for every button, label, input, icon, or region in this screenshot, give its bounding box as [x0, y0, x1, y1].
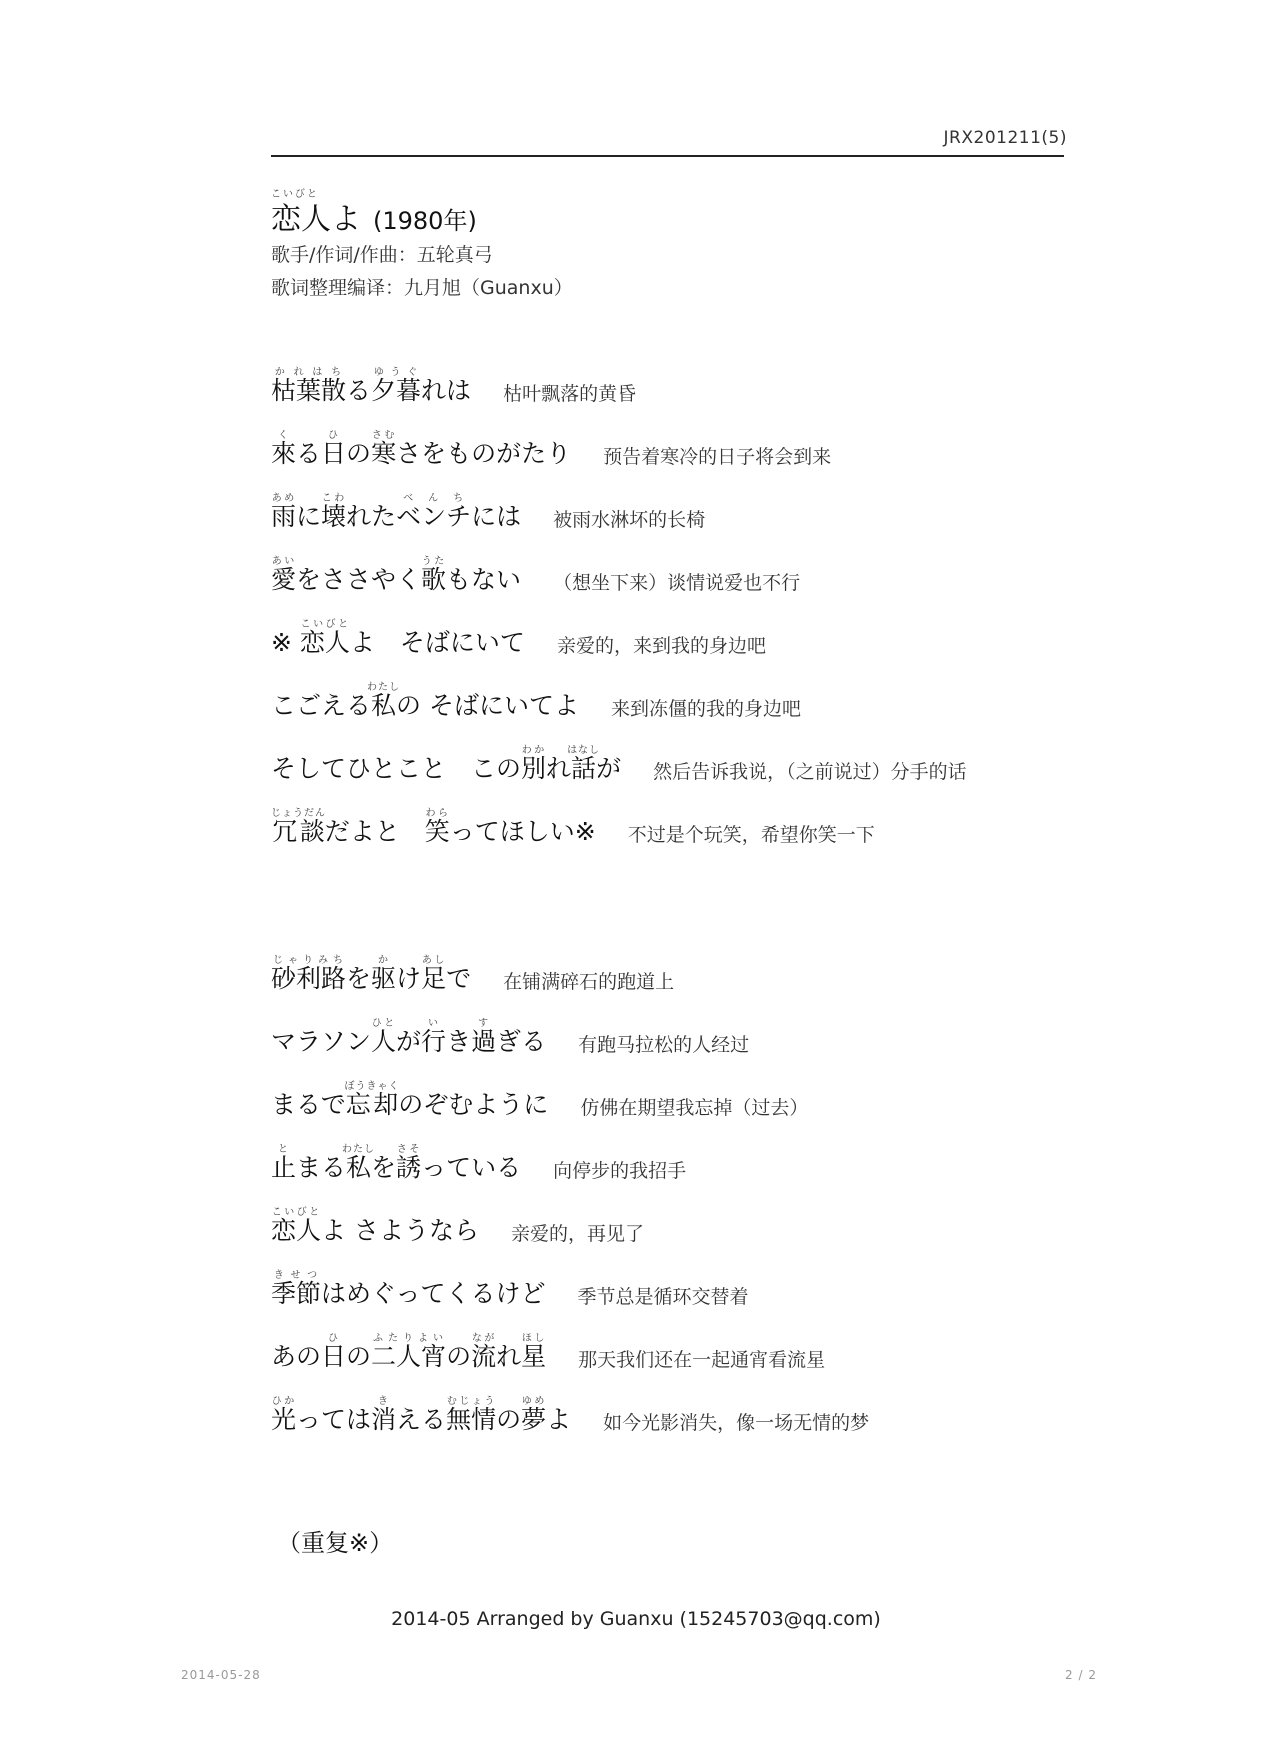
lyric-japanese: ※ 恋人こいびとよ そばにいて: [271, 619, 525, 657]
lyric-line: [271, 1000, 1071, 1063]
lyric-japanese: あの日ひの二人宵ふたりよいの流ながれ星ほし: [271, 1333, 547, 1371]
lyric-chinese: 仿佛在期望我忘掉（过去）: [580, 1097, 809, 1119]
lyric-japanese: まるで忘却ぼうきゃくのぞむように: [271, 1081, 549, 1119]
lyric-chinese: 季节总是循环交替着: [577, 1286, 749, 1308]
lyric-japanese: こごえる私わたしの そばにいてよ: [271, 682, 579, 720]
lyric-chinese: 在铺满碎石的跑道上: [503, 971, 675, 993]
lyric-chinese: 亲爱的，再见了: [510, 1223, 644, 1245]
lyric-japanese: 來くる日ひの寒さむさをものがたり: [271, 430, 572, 468]
lyric-line: [271, 1063, 1071, 1126]
lyric-japanese: 愛あいをささやく歌うたもない: [271, 556, 522, 594]
lyric-line: [271, 937, 1071, 1000]
lyric-japanese: 恋人こいびとよ さようなら: [271, 1207, 479, 1245]
lyric-japanese: 光ひかっては消きえる無情むじょうの夢ゆめよ: [271, 1396, 572, 1434]
page-number: 2 / 2: [1065, 1668, 1097, 1682]
song-title-line: [271, 202, 1071, 239]
arranger-credit: 歌词整理编译：九月旭（Guanxu）: [271, 277, 573, 299]
lyric-japanese: 雨あめに壊こわれたベンチべんちには: [271, 493, 522, 531]
footer-date: 2014-05-28: [181, 1668, 261, 1682]
lyric-chinese: 然后告诉我说，（之前说过）分手的话: [653, 761, 967, 783]
stanza-2: [271, 937, 1071, 1441]
lyric-chinese: 向停步的我招手: [553, 1160, 687, 1182]
lyric-line: [271, 664, 1071, 727]
artist-credit: 歌手/作词/作曲：五轮真弓: [271, 244, 493, 266]
lyric-chinese: 被雨水淋坏的长椅: [553, 509, 706, 531]
song-year: (1980年): [373, 207, 477, 235]
lyric-line: [271, 1252, 1071, 1315]
lyric-chinese: 亲爱的，来到我的身边吧: [556, 635, 766, 657]
lyric-line: [271, 727, 1071, 790]
lyric-chinese: （想坐下来）谈情说爱也不行: [553, 572, 801, 594]
lyric-chinese: 来到冻僵的我的身边吧: [611, 698, 802, 720]
header-divider: [271, 155, 1064, 157]
song-title-block: [271, 188, 1071, 305]
lyric-japanese: 止とまる私わたしを誘さそっている: [271, 1144, 522, 1182]
lyric-line: [271, 349, 1071, 412]
lyric-japanese: 冗談じょうだんだよと 笑わらってほしい※: [271, 808, 596, 846]
lyric-japanese: 枯葉散かれはちる夕暮ゆうぐれは: [271, 367, 472, 405]
lyric-japanese: 砂利路じゃりみちを驱かけ足あしで: [271, 955, 472, 993]
lyric-line: [271, 601, 1071, 664]
lyric-japanese: マラソン人ひとが行いき過すぎる: [271, 1018, 547, 1056]
lyric-chinese: 如今光影消失，像一场无情的梦: [603, 1412, 870, 1434]
lyric-chinese: 有跑马拉松的人经过: [578, 1034, 750, 1056]
lyric-japanese: そしてひとこと この別わかれ話はなしが: [271, 745, 622, 783]
lyric-chinese: 那天我们还在一起通宵看流星: [578, 1349, 826, 1371]
footer-credit: 2014-05 Arranged by Guanxu (15245703@qq.com): [391, 1608, 881, 1630]
song-title: 恋人よ: [271, 202, 361, 237]
lyric-line: [271, 412, 1071, 475]
document-code: JRX201211(5): [943, 128, 1067, 148]
lyric-chinese: 预告着寒冷的日子将会到来: [603, 446, 832, 468]
stanza-1: [271, 349, 1071, 853]
lyric-line: [271, 538, 1071, 601]
lyric-chinese: 枯叶飘落的黄昏: [503, 383, 637, 405]
lyric-line: [271, 1378, 1071, 1441]
lyric-line: [271, 475, 1071, 538]
lyric-line: [271, 1126, 1071, 1189]
lyric-japanese: 季節きせつはめぐってくるけど: [271, 1270, 546, 1308]
repeat-chorus-note: （重复※）: [277, 1529, 394, 1557]
lyric-line: [271, 790, 1071, 853]
lyric-chinese: 不过是个玩笑，希望你笑一下: [627, 824, 875, 846]
title-furigana: こいびと: [271, 189, 319, 200]
lyric-line: [271, 1189, 1071, 1252]
lyrics-sheet: [271, 188, 1071, 1558]
lyric-line: [271, 1315, 1071, 1378]
